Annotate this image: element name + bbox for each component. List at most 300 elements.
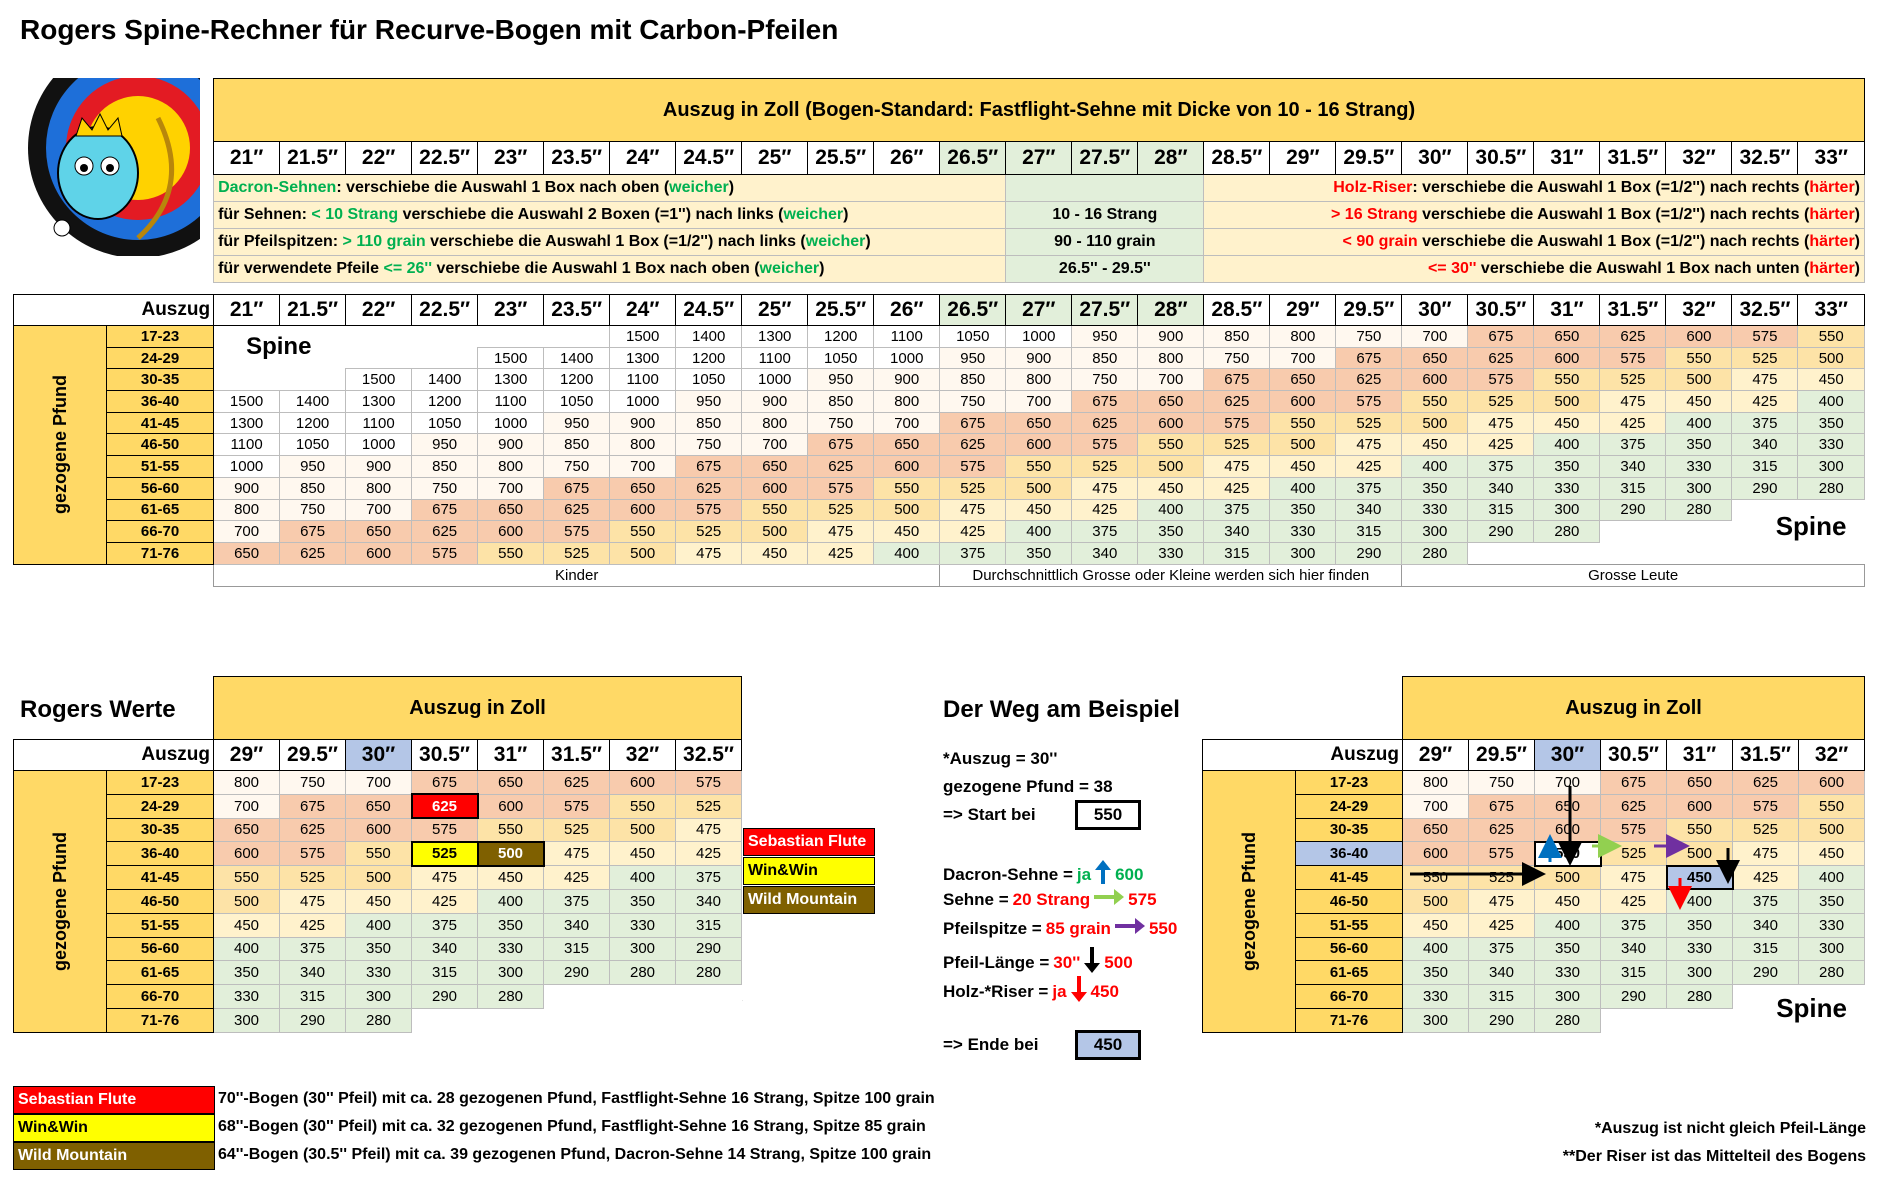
pfund-label: gezogene Pfund	[14, 326, 107, 565]
spine-cell: 700	[214, 794, 280, 818]
weight-label: 71-76	[107, 1008, 214, 1032]
spine-cell: 750	[412, 477, 478, 499]
spine-cell: 1100	[214, 434, 280, 456]
spine-cell: 475	[808, 521, 874, 543]
spine-cell: 375	[1336, 477, 1402, 499]
spine-cell: 675	[1336, 347, 1402, 369]
spine-cell: 400	[1534, 434, 1600, 456]
weight-label: 30-35	[107, 818, 214, 842]
spine-cell: 1100	[874, 326, 940, 348]
spine-label: Spine	[214, 326, 478, 369]
draw-header: 32.5″	[1732, 142, 1798, 175]
spine-cell: 1000	[610, 391, 676, 413]
spine-label	[742, 961, 743, 1032]
spine-cell: 425	[544, 866, 610, 890]
spine-cell: 330	[1534, 477, 1600, 499]
spine-cell: 315	[1469, 985, 1535, 1009]
draw-header: 26.5″	[940, 142, 1006, 175]
spine-cell: 450	[1799, 842, 1865, 866]
spine-cell: 550	[742, 499, 808, 521]
draw-header: 28″	[1138, 295, 1204, 326]
spine-cell: 1300	[742, 326, 808, 348]
spine-cell: 330	[1403, 985, 1469, 1009]
spine-cell: 280	[1667, 985, 1733, 1009]
spine-cell: 675	[1204, 369, 1270, 391]
weight-label: 46-50	[107, 889, 214, 913]
spine-cell: 290	[1601, 985, 1667, 1009]
down-arrow-icon	[1084, 947, 1100, 979]
spine-cell: 575	[1601, 818, 1667, 842]
weight-label: 17-23	[1296, 771, 1403, 795]
legend-swatch: Wild Mountain	[13, 1142, 215, 1170]
spine-cell: 625	[676, 477, 742, 499]
draw-header: 22.5″	[412, 295, 478, 326]
spine-cell: 1300	[346, 391, 412, 413]
spine-cell: 450	[1534, 412, 1600, 434]
draw-header: 27.5″	[1072, 142, 1138, 175]
spine-cell: 400	[874, 542, 940, 564]
draw-header: 29″	[1270, 142, 1336, 175]
spine-cell: 700	[1535, 771, 1601, 795]
legend-swatch: Sebastian Flute	[13, 1086, 215, 1114]
draw-header: 29.5″	[1469, 740, 1535, 771]
page-title: Rogers Spine-Rechner für Recurve-Bogen mit Carbon-Pfeilen	[20, 14, 839, 45]
spine-cell: 350	[1667, 913, 1733, 937]
spine-cell: 450	[1666, 391, 1732, 413]
rule-right: <= 30'' verschiebe die Auswahl 1 Box nach unten (härter)	[1204, 256, 1865, 283]
spine-cell: 600	[346, 818, 412, 842]
spine-cell: 550	[1534, 369, 1600, 391]
draw-header: 31.5″	[1600, 142, 1666, 175]
spine-cell: 330	[214, 985, 280, 1009]
draw-header: 23.5″	[544, 142, 610, 175]
spine-cell: 340	[1468, 477, 1534, 499]
spine-cell: 625	[940, 434, 1006, 456]
draw-header: 24″	[610, 142, 676, 175]
spine-cell: 850	[808, 391, 874, 413]
spine-cell: 500	[610, 542, 676, 564]
spine-cell: 950	[544, 412, 610, 434]
spine-cell: 1200	[544, 369, 610, 391]
rule-mid: 10 - 16 Strang	[1006, 202, 1204, 229]
spine-cell: 400	[1798, 391, 1865, 413]
spine-label: Spine	[1776, 993, 1847, 1024]
spine-cell: 350	[1403, 961, 1469, 985]
right-arrow-icon	[1094, 889, 1124, 911]
spine-cell: 1500	[610, 326, 676, 348]
weight-label: 56-60	[1296, 937, 1403, 961]
spine-cell: 290	[1468, 521, 1534, 543]
spine-cell: 315	[676, 913, 742, 937]
spine-cell: 340	[544, 913, 610, 937]
spine-cell: 425	[676, 842, 742, 866]
spine-cell: 700	[346, 771, 412, 795]
spine-cell: 525	[1336, 412, 1402, 434]
rule-right: Holz-Riser: verschiebe die Auswahl 1 Box (=1/2'') nach rechts (härter)	[1204, 175, 1865, 202]
spine-cell: 330	[478, 937, 544, 961]
spine-cell: 400	[1403, 937, 1469, 961]
example-step: Pfeilspitze = 85 grain 550	[943, 919, 1178, 938]
spine-cell: 475	[1204, 456, 1270, 478]
spine-cell: 575	[676, 499, 742, 521]
spine-cell: 425	[1468, 434, 1534, 456]
spine-cell: 350	[1666, 434, 1732, 456]
spine-cell: 625	[1204, 391, 1270, 413]
spine-cell: 525	[1072, 456, 1138, 478]
spine-cell: 350	[610, 889, 676, 913]
spine-cell: 300	[1667, 961, 1733, 985]
spine-cell: 600	[478, 521, 544, 543]
spine-cell: 1050	[544, 391, 610, 413]
spine-cell: 950	[412, 434, 478, 456]
footer-mittel: Durchschnittlich Grosse oder Kleine werden sich hier finden	[940, 564, 1402, 586]
draw-header: 31″	[1667, 740, 1733, 771]
example-step: Pfeil-Länge = 30'' 500	[943, 947, 1133, 979]
spine-cell: 450	[346, 889, 412, 913]
spine-cell: 650	[1534, 326, 1600, 348]
footer-gross: Grosse Leute	[1402, 564, 1865, 586]
spine-cell: 315	[1336, 521, 1402, 543]
spine-cell: 650	[1270, 369, 1336, 391]
weight-label: 61-65	[107, 499, 214, 521]
spine-cell: 600	[1666, 326, 1732, 348]
spine-cell: 315	[280, 985, 346, 1009]
spine-cell: 625	[280, 818, 346, 842]
spine-cell: 300	[1270, 542, 1336, 564]
spine-cell: 675	[412, 499, 478, 521]
spine-cell: 350	[1006, 542, 1072, 564]
spine-cell: 350	[1798, 412, 1865, 434]
spine-cell: 280	[478, 985, 544, 1009]
draw-header: 29″	[214, 740, 280, 771]
draw-header: 27″	[1006, 295, 1072, 326]
spine-cell: 700	[1138, 369, 1204, 391]
spine-cell: 550	[1535, 842, 1601, 866]
draw-header: 29.5″	[1336, 142, 1402, 175]
spine-cell: 525	[808, 499, 874, 521]
rule-mid: 26.5'' - 29.5''	[1006, 256, 1204, 283]
weight-label: 24-29	[1296, 794, 1403, 818]
spine-cell: 900	[214, 477, 280, 499]
weight-label: 71-76	[107, 542, 214, 564]
spine-cell: 400	[1270, 477, 1336, 499]
draw-header: 32.5″	[676, 740, 742, 771]
spine-cell: 1000	[478, 412, 544, 434]
spine-cell: 475	[544, 842, 610, 866]
draw-header: 25.5″	[808, 142, 874, 175]
spine-cell: 950	[1072, 326, 1138, 348]
spine-cell: 500	[1006, 477, 1072, 499]
weight-label: 17-23	[107, 326, 214, 348]
draw-header: 26.5″	[940, 295, 1006, 326]
spine-cell: 850	[1204, 326, 1270, 348]
spine-cell: 300	[478, 961, 544, 985]
auszug-label: Auszug	[107, 295, 214, 326]
weight-label: 24-29	[107, 794, 214, 818]
spine-cell: 600	[214, 842, 280, 866]
spine-cell: 375	[1733, 889, 1799, 913]
spine-cell: 290	[1336, 542, 1402, 564]
down-arrow-icon	[1071, 976, 1087, 1008]
weight-label: 17-23	[107, 771, 214, 795]
spine-cell: 1050	[808, 347, 874, 369]
spine-cell: 525	[544, 542, 610, 564]
weight-label: 61-65	[107, 961, 214, 985]
spine-cell: 675	[1072, 391, 1138, 413]
draw-header: 32″	[1666, 295, 1732, 326]
spine-cell: 650	[1006, 412, 1072, 434]
spine-cell: 1500	[214, 391, 280, 413]
spine-cell: 1500	[478, 347, 544, 369]
spine-cell: 675	[280, 794, 346, 818]
main-header: Auszug in Zoll (Bogen-Standard: Fastflight-Sehne mit Dicke von 10 - 16 Strang)	[214, 79, 1865, 142]
spine-cell: 750	[808, 412, 874, 434]
spine-cell: 575	[1072, 434, 1138, 456]
spine-cell: 650	[346, 794, 412, 818]
draw-header: 23.5″	[544, 295, 610, 326]
spine-cell: 1500	[346, 369, 412, 391]
spine-cell: 425	[412, 889, 478, 913]
spine-cell: 400	[1402, 456, 1468, 478]
spine-cell: 650	[1138, 391, 1204, 413]
spine-cell: 600	[1403, 842, 1469, 866]
spine-cell: 625	[808, 456, 874, 478]
spine-cell: 500	[1270, 434, 1336, 456]
spine-cell: 425	[1732, 391, 1798, 413]
spine-cell: 340	[412, 937, 478, 961]
rule-left: für verwendete Pfeile <= 26'' verschiebe die Auswahl 1 Box nach oben (weicher)	[214, 256, 1006, 283]
draw-header: 31″	[1534, 142, 1600, 175]
spine-cell: 375	[940, 542, 1006, 564]
spine-cell: 475	[1336, 434, 1402, 456]
spine-cell: 500	[610, 818, 676, 842]
spine-cell: 1200	[280, 412, 346, 434]
spine-cell: 1300	[478, 369, 544, 391]
draw-header: 22″	[346, 142, 412, 175]
spine-cell: 1200	[676, 347, 742, 369]
spine-cell: 300	[1798, 456, 1865, 478]
spine-cell: 575	[544, 521, 610, 543]
spine-cell: 575	[280, 842, 346, 866]
spine-cell: 800	[214, 771, 280, 795]
rule-left: für Sehnen: < 10 Strang verschiebe die Auswahl 2 Boxen (=1'') nach links (weicher)	[214, 202, 1006, 229]
pfund-label: gezogene Pfund	[1203, 771, 1296, 1033]
spine-label: Spine	[1775, 510, 1847, 541]
spine-cell: 280	[1535, 1008, 1601, 1032]
spine-cell: 1100	[610, 369, 676, 391]
spine-cell: 400	[610, 866, 676, 890]
spine-cell: 290	[412, 985, 478, 1009]
spine-cell: 600	[1138, 412, 1204, 434]
weight-label: 36-40	[107, 391, 214, 413]
spine-cell: 330	[610, 913, 676, 937]
example-end-label: => Ende bei	[943, 1035, 1039, 1054]
spine-cell: 550	[1667, 818, 1733, 842]
spine-cell: 650	[742, 456, 808, 478]
spine-cell: 290	[1732, 477, 1798, 499]
spine-cell: 550	[610, 794, 676, 818]
spine-cell: 800	[874, 391, 940, 413]
spine-cell: 500	[874, 499, 940, 521]
spine-cell: 330	[1798, 434, 1865, 456]
draw-header: 29.5″	[280, 740, 346, 771]
spine-cell: 1100	[742, 347, 808, 369]
draw-header: 22.5″	[412, 142, 478, 175]
spine-cell: 650	[214, 542, 280, 564]
spine-cell: 950	[808, 369, 874, 391]
spine-cell: 400	[1535, 913, 1601, 937]
spine-cell: 1050	[676, 369, 742, 391]
spine-cell: 625	[1601, 794, 1667, 818]
draw-header: 25″	[742, 142, 808, 175]
spine-cell: 340	[1072, 542, 1138, 564]
spine-cell: 575	[940, 456, 1006, 478]
rule-right: < 90 grain verschiebe die Auswahl 1 Box (=1/2'') nach rechts (härter)	[1204, 229, 1865, 256]
spine-cell: 575	[412, 542, 478, 564]
rule-mid: 90 - 110 grain	[1006, 229, 1204, 256]
spine-cell: 625	[280, 542, 346, 564]
small-header: Auszug in Zoll	[1403, 677, 1865, 740]
spine-cell: 650	[478, 499, 544, 521]
draw-header: 30″	[1402, 142, 1468, 175]
spine-cell: 800	[346, 477, 412, 499]
spine-cell: 425	[1469, 913, 1535, 937]
spine-cell: 675	[940, 412, 1006, 434]
legend-desc: 64''-Bogen (30.5'' Pfeil) mit ca. 39 gezogenen Pfund, Dacron-Sehne 14 Strang, Spitze 100 grain	[218, 1146, 932, 1163]
spine-cell: 625	[1600, 326, 1666, 348]
spine-cell: 330	[346, 961, 412, 985]
spine-cell: 375	[1732, 412, 1798, 434]
spine-cell: 575	[676, 771, 742, 795]
spine-cell: 340	[1469, 961, 1535, 985]
legend-swatch-side: Win&Win	[743, 857, 875, 885]
spine-cell: 950	[676, 391, 742, 413]
spine-cell: 625	[544, 499, 610, 521]
spine-cell: 525	[1733, 818, 1799, 842]
draw-header: 26″	[874, 295, 940, 326]
spine-cell: 625	[1072, 412, 1138, 434]
spine-cell: 500	[1667, 842, 1733, 866]
spine-cell: 1050	[412, 412, 478, 434]
example-start-value: 550	[1075, 800, 1141, 830]
draw-header: 25.5″	[808, 295, 874, 326]
example-line2: gezogene Pfund = 38	[943, 777, 1113, 796]
footer-kinder: Kinder	[214, 564, 940, 586]
spine-cell: 675	[280, 521, 346, 543]
rule-mid	[1006, 175, 1204, 202]
spine-cell: 625	[1468, 347, 1534, 369]
spine-cell: 550	[214, 866, 280, 890]
spine-cell: 475	[1072, 477, 1138, 499]
weight-label: 46-50	[107, 434, 214, 456]
spine-cell: 400	[1138, 499, 1204, 521]
rogers-title: Rogers Werte	[20, 696, 176, 723]
spine-cell: 475	[1469, 889, 1535, 913]
spine-cell: 400	[346, 913, 412, 937]
spine-cell: 700	[610, 456, 676, 478]
spine-cell: 550	[1402, 391, 1468, 413]
spine-cell: 525	[940, 477, 1006, 499]
spine-cell: 500	[214, 889, 280, 913]
spine-cell: 550	[1138, 434, 1204, 456]
draw-header: 22″	[346, 295, 412, 326]
spine-cell: 650	[478, 771, 544, 795]
spine-cell: 575	[1204, 412, 1270, 434]
spine-cell: 340	[1204, 521, 1270, 543]
weight-label: 41-45	[107, 412, 214, 434]
draw-header: 21″	[214, 142, 280, 175]
spine-cell: 650	[1667, 771, 1733, 795]
spine-cell: 850	[1072, 347, 1138, 369]
spine-cell: 525	[1601, 842, 1667, 866]
spine-cell: 290	[1600, 499, 1666, 521]
spine-cell: 330	[1535, 961, 1601, 985]
spine-cell: 350	[214, 961, 280, 985]
spine-cell: 900	[1006, 347, 1072, 369]
spine-cell: 700	[742, 434, 808, 456]
spine-cell: 300	[610, 937, 676, 961]
spine-cell: 280	[610, 961, 676, 985]
draw-header: 29.5″	[1336, 295, 1402, 326]
spine-cell: 900	[478, 434, 544, 456]
weight-label: 36-40	[1296, 842, 1403, 866]
spine-cell: 1000	[1006, 326, 1072, 348]
spine-cell: 280	[1402, 542, 1468, 564]
spine-cell: 500	[1534, 391, 1600, 413]
spine-cell: 315	[544, 937, 610, 961]
spine-cell: 650	[346, 521, 412, 543]
weight-label: 51-55	[107, 456, 214, 478]
spine-cell: 300	[1402, 521, 1468, 543]
spine-cell: 290	[544, 961, 610, 985]
draw-header: 26″	[874, 142, 940, 175]
rule-left: für Pfeilspitzen: > 110 grain verschiebe die Auswahl 1 Box (=1/2'') nach links (weicher)	[214, 229, 1006, 256]
spine-cell: 450	[1402, 434, 1468, 456]
example-step: Holz-*Riser = ja 450	[943, 976, 1119, 1008]
spine-cell: 400	[1667, 889, 1733, 913]
draw-header: 29″	[1270, 295, 1336, 326]
spine-cell: 300	[1535, 985, 1601, 1009]
spine-cell: 340	[1600, 456, 1666, 478]
spine-cell: 280	[1666, 499, 1732, 521]
spine-cell: 850	[940, 369, 1006, 391]
spine-cell: 450	[1006, 499, 1072, 521]
spine-cell: 340	[1732, 434, 1798, 456]
spine-cell: 375	[1600, 434, 1666, 456]
weight-label: 30-35	[107, 369, 214, 391]
spine-cell: 475	[1468, 412, 1534, 434]
spine-cell: 375	[1468, 456, 1534, 478]
spine-cell: 350	[1402, 477, 1468, 499]
spine-cell: 500	[742, 521, 808, 543]
example-table	[1202, 676, 1865, 1033]
spine-cell: 315	[1204, 542, 1270, 564]
spine-cell: 525	[1600, 369, 1666, 391]
spine-cell: 375	[280, 937, 346, 961]
spine-cell: 575	[808, 477, 874, 499]
spine-cell: 315	[1468, 499, 1534, 521]
spine-cell: 280	[1799, 961, 1865, 985]
spine-cell: 700	[1006, 391, 1072, 413]
draw-header: 30.5″	[1468, 295, 1534, 326]
spine-cell: 400	[1006, 521, 1072, 543]
spine-cell: 850	[676, 412, 742, 434]
spine-cell: 375	[1204, 499, 1270, 521]
weight-label: 41-45	[107, 866, 214, 890]
spine-cell: 800	[478, 456, 544, 478]
up-arrow-icon	[1095, 860, 1111, 890]
spine-cell: 300	[346, 985, 412, 1009]
